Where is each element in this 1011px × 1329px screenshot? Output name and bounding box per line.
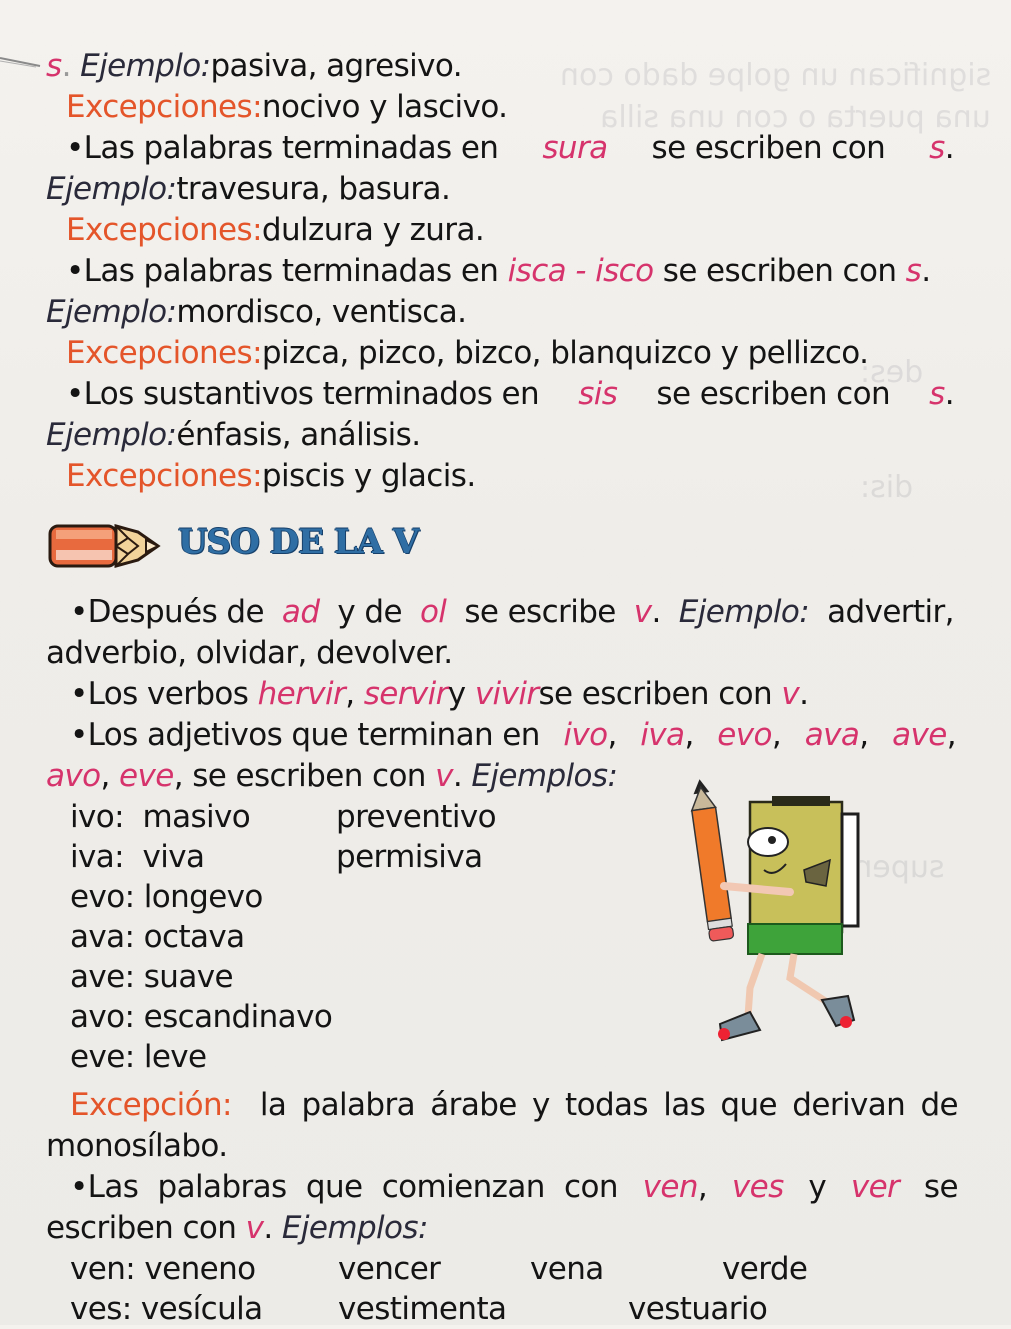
bleed-through-text: super xyxy=(860,850,945,885)
margin-arrow-icon xyxy=(0,56,42,70)
rule-text: •Las palabras que comienzan con xyxy=(70,1169,618,1205)
rule-adjetivos: •Los adjetivos que terminan en ivo, iva, evo, ava, ave, xyxy=(70,717,956,753)
word: viva xyxy=(142,839,205,875)
ven-examples-col4b xyxy=(628,1289,767,1329)
period: . xyxy=(799,676,809,712)
rule-ven-cont: escriben con v. Ejemplos: xyxy=(46,1210,428,1246)
excepciones-text: pizca, pizco, bizco, blanquizco y pellizco. xyxy=(261,335,869,371)
rule-term: ven xyxy=(642,1169,698,1205)
ejemplo-label: Ejemplo: xyxy=(678,594,810,630)
example-row xyxy=(70,1249,263,1289)
period: . xyxy=(944,130,954,166)
rule-text: y de xyxy=(337,594,402,630)
ejemplo-text: énfasis, análisis. xyxy=(176,417,421,453)
letter-v: v xyxy=(781,676,800,712)
suffix: iva: xyxy=(70,839,124,875)
ejemplo-line-isca xyxy=(46,292,466,332)
rule-term: vivir xyxy=(474,676,539,712)
excepciones-text: dulzura y zura. xyxy=(261,212,485,248)
ejemplo-text: travesura, basura. xyxy=(176,171,451,207)
ejemplo-label: Ejemplo: xyxy=(80,48,211,84)
example-row xyxy=(70,957,332,997)
rule-term: ivo xyxy=(563,717,608,753)
rule-term: sis xyxy=(578,376,618,412)
suffix: avo: xyxy=(70,999,135,1035)
rule-text: se escribe xyxy=(464,594,616,630)
rule-text: se xyxy=(923,1169,958,1205)
period: . xyxy=(921,253,931,289)
word: escandinavo xyxy=(143,999,333,1035)
example-row xyxy=(70,837,332,877)
ejemplo-line-sis xyxy=(46,415,420,455)
pencil-icon xyxy=(46,520,164,572)
excepciones-line-ivo xyxy=(66,87,507,127)
rule-term: hervir xyxy=(257,676,346,712)
example-row xyxy=(70,1289,263,1329)
word: vena xyxy=(530,1251,604,1287)
rule-text: •Los verbos xyxy=(70,676,249,712)
rule-text: •Después de xyxy=(70,594,264,630)
rule-term: servir xyxy=(363,676,448,712)
prefix: ves: xyxy=(70,1291,132,1327)
rule-term: ad xyxy=(281,594,320,630)
suffix: ivo: xyxy=(70,799,124,835)
ejemplo-label: Ejemplo: xyxy=(46,171,177,207)
letter-v: v xyxy=(633,594,652,630)
rule-text: y xyxy=(447,676,466,712)
letter-v: v xyxy=(245,1210,264,1246)
rule-text: •Las palabras terminadas en xyxy=(66,130,499,166)
ven-examples-col4 xyxy=(722,1249,807,1289)
rule-term: iva xyxy=(640,717,685,753)
suffix: ava: xyxy=(70,919,135,955)
excepciones-label: Excepciones: xyxy=(66,89,262,125)
rule-text: , se escriben con xyxy=(173,758,426,794)
bleed-through-text: una puerta o con una silla xyxy=(600,100,991,135)
example-row xyxy=(70,877,332,917)
word: verde xyxy=(722,1251,808,1287)
comma: , xyxy=(345,676,355,712)
rule-term: ol xyxy=(419,594,447,630)
word: masivo xyxy=(142,799,251,835)
rule-text: •Las palabras terminadas en xyxy=(66,253,499,289)
letter-s: s xyxy=(929,376,945,412)
rule-term: sura xyxy=(542,130,608,166)
letter-s: s xyxy=(46,48,62,84)
example-row xyxy=(70,997,332,1037)
rule-text: se escriben con xyxy=(656,376,891,412)
ejemplo-text: pasiva, agresivo. xyxy=(210,48,462,84)
section-heading: USO DE LA V xyxy=(178,522,419,562)
rule-sura xyxy=(66,128,954,168)
ejemplo-label: Ejemplo: xyxy=(46,417,177,453)
excepcion-text: la palabra árabe y todas las que derivan de xyxy=(259,1087,958,1123)
excepciones-text: nocivo y lascivo. xyxy=(261,89,508,125)
word: permisiva xyxy=(336,839,483,875)
ven-examples-col1 xyxy=(70,1249,263,1329)
excepcion-cont: monosílabo. xyxy=(46,1128,228,1164)
book-mascot-illustration xyxy=(690,778,870,1043)
rule-term: isca - isco xyxy=(507,253,654,289)
word: preventivo xyxy=(336,799,496,835)
letter-v: v xyxy=(435,758,453,794)
excepciones-line-isca xyxy=(66,333,868,373)
ejemplo-ad-ol-cont: adverbio, olvidar, devolver. xyxy=(46,635,453,671)
suffix: ave: xyxy=(70,959,135,995)
rule-text: y xyxy=(808,1169,827,1205)
ejemplo-text: mordisco, ventisca. xyxy=(176,294,467,330)
example-row xyxy=(70,1037,332,1077)
word: octava xyxy=(143,919,245,955)
example-row xyxy=(70,917,332,957)
excepciones-label: Excepciones: xyxy=(66,212,262,248)
ejemplo-line-ivo: s. Ejemplo:pasiva, agresivo. xyxy=(46,48,462,84)
rule-ad-ol: •Después de ad y de ol se escribe v. Ejemplo: advertir, xyxy=(70,594,954,630)
excepciones-text: piscis y glacis. xyxy=(261,458,476,494)
ven-examples-col2 xyxy=(338,1249,506,1329)
rule-isca xyxy=(66,251,954,291)
adjective-examples-col2 xyxy=(336,797,496,877)
rule-adjetivos-cont: avo, eve, se escriben con v. Ejemplos: xyxy=(46,758,618,794)
rule-text: se escriben con xyxy=(651,130,886,166)
bleed-through-text: des: xyxy=(860,355,924,390)
suffix: evo: xyxy=(70,879,135,915)
word: leve xyxy=(143,1039,207,1075)
rule-text: escriben con xyxy=(46,1210,237,1246)
prefix: ven: xyxy=(70,1251,136,1287)
ejemplo-line-sura xyxy=(46,169,450,209)
excepcion-line xyxy=(70,1085,958,1125)
ejemplo-text: advertir, xyxy=(827,594,954,630)
ejemplo-label: Ejemplo: xyxy=(46,294,177,330)
adjective-examples-list xyxy=(70,797,332,1077)
ejemplos-label: Ejemplos: xyxy=(471,758,618,794)
rule-term: ave xyxy=(892,717,947,753)
word: suave xyxy=(143,959,233,995)
bleed-through-text: dis: xyxy=(860,470,914,505)
period: . xyxy=(944,376,954,412)
rule-term: evo xyxy=(717,717,772,753)
rule-term: avo xyxy=(46,758,101,794)
example-row xyxy=(70,797,332,837)
word: vencer xyxy=(338,1251,441,1287)
ven-examples-col3 xyxy=(530,1249,604,1289)
rule-text: •Los adjetivos que terminan en xyxy=(70,717,540,753)
excepciones-label: Excepciones: xyxy=(66,335,262,371)
word: longevo xyxy=(143,879,263,915)
rule-verbos xyxy=(70,674,808,714)
excepciones-line-sura xyxy=(66,210,484,250)
letter-s: s xyxy=(929,130,945,166)
rule-ven-ves-ver: •Las palabras que comienzan con ven, ves y ver se xyxy=(70,1169,958,1205)
rule-term: ava xyxy=(804,717,860,753)
ejemplos-label: Ejemplos: xyxy=(281,1210,428,1246)
rule-sis xyxy=(66,374,954,414)
word: vestuario xyxy=(628,1291,768,1327)
letter-s: s xyxy=(905,253,922,289)
suffix: eve: xyxy=(70,1039,135,1075)
rule-term: eve xyxy=(119,758,174,794)
excepciones-label: Excepciones: xyxy=(66,458,262,494)
excepcion-label: Excepción: xyxy=(70,1087,232,1123)
bleed-through-text: significan un golpe dado con xyxy=(560,58,992,93)
rule-term: ver xyxy=(850,1169,900,1205)
rule-term: ves xyxy=(731,1169,784,1205)
word: vestimenta xyxy=(338,1291,507,1327)
word: veneno xyxy=(144,1251,256,1287)
rule-text: •Los sustantivos terminados en xyxy=(66,376,540,412)
word: vesícula xyxy=(140,1291,263,1327)
excepciones-line-sis xyxy=(66,456,476,496)
rule-text: se escriben con xyxy=(662,253,897,289)
rule-text: se escriben con xyxy=(538,676,773,712)
